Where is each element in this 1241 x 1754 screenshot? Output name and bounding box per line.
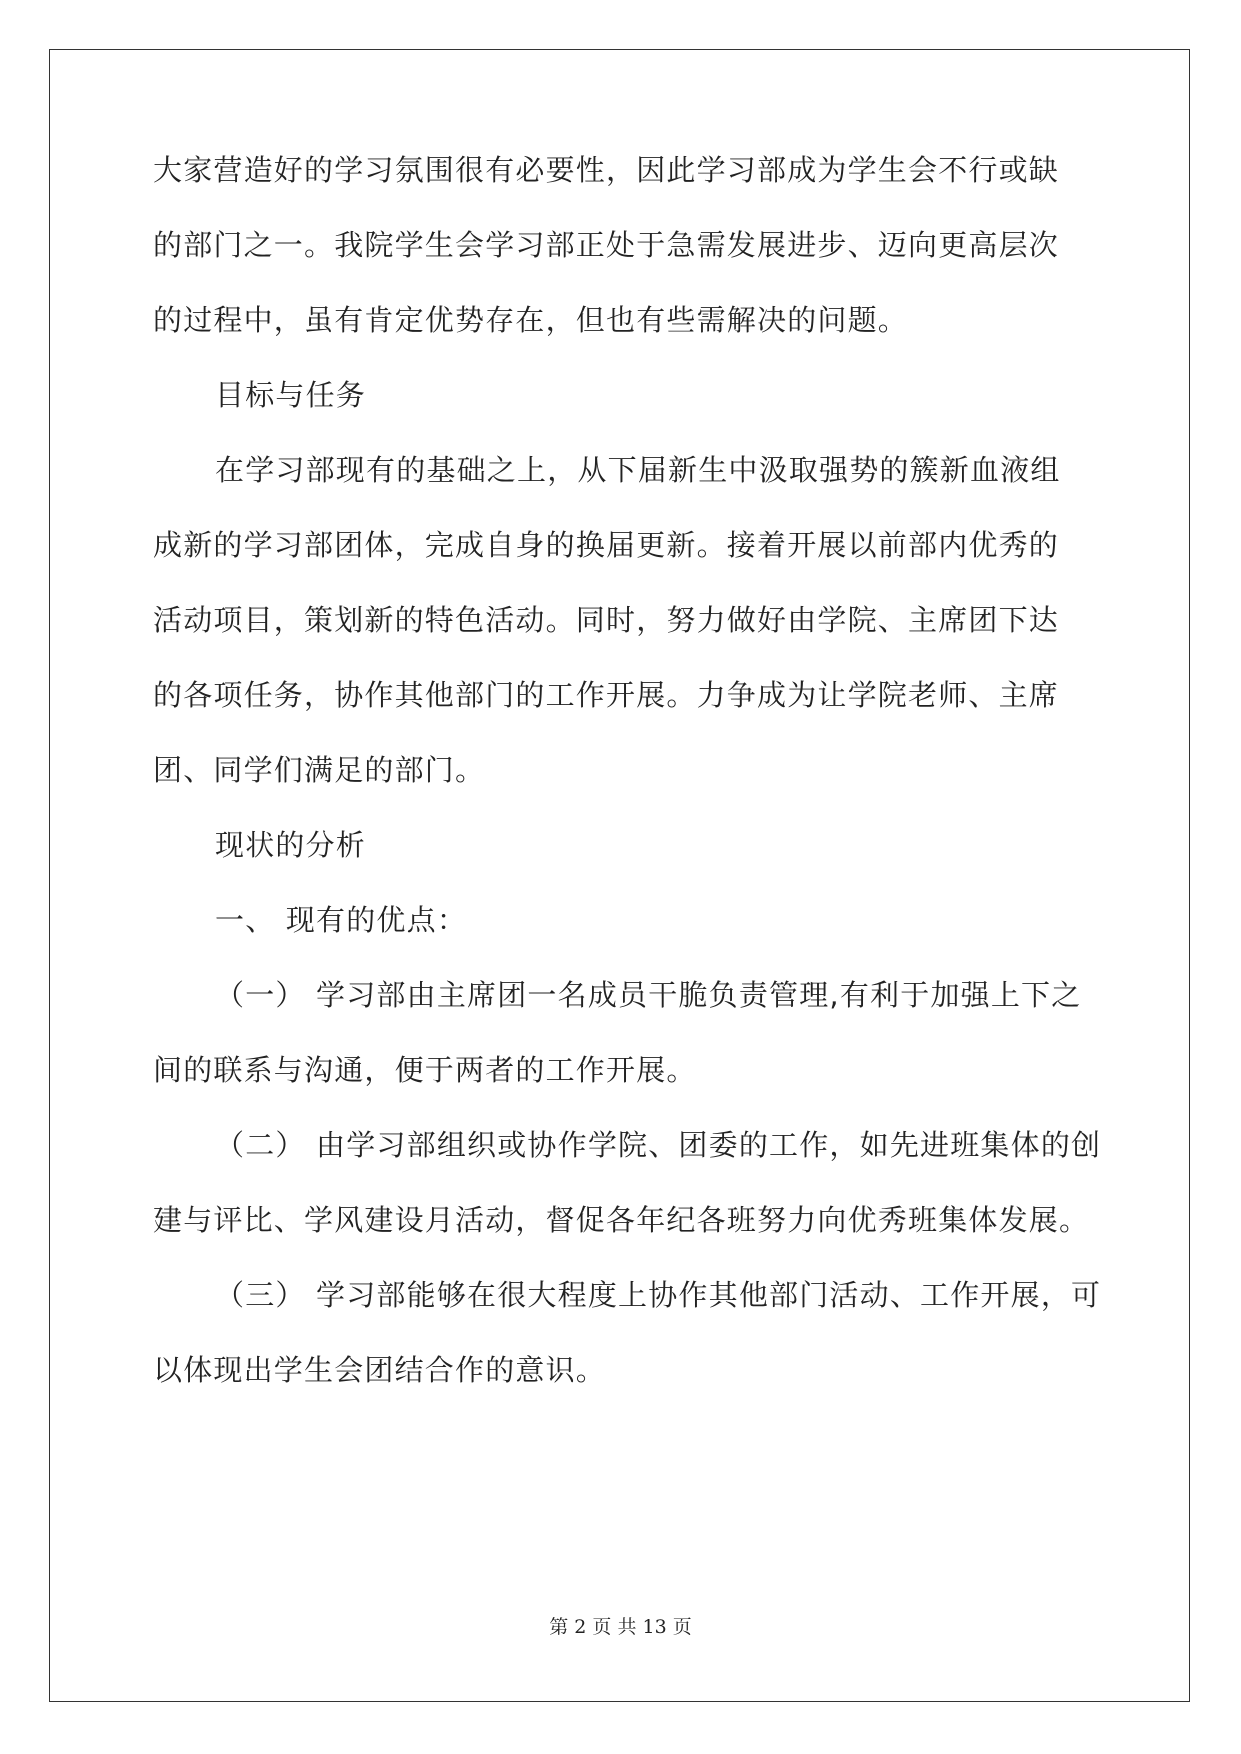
paragraph-line: 的部门之一。我院学生会学习部正处于急需发展进步、迈向更高层次 bbox=[153, 228, 1060, 262]
list-item-line: 间的联系与沟通，便于两者的工作开展。 bbox=[153, 1053, 697, 1087]
page-border bbox=[49, 49, 1190, 1702]
list-item-line: （一） 学习部由主席团一名成员干脆负责管理,有利于加强上下之 bbox=[215, 978, 1082, 1012]
paragraph-line: 大家营造好的学习氛围很有必要性，因此学习部成为学生会不行或缺 bbox=[153, 153, 1060, 187]
paragraph-line: 活动项目，策划新的特色活动。同时，努力做好由学院、主席团下达 bbox=[153, 603, 1060, 637]
list-item-line: 以体现出学生会团结合作的意识。 bbox=[153, 1353, 607, 1387]
paragraph-line: 的各项任务，协作其他部门的工作开展。力争成为让学院老师、主席 bbox=[153, 678, 1060, 712]
paragraph-line: 成新的学习部团体，完成自身的换届更新。接着开展以前部内优秀的 bbox=[153, 528, 1060, 562]
section-heading: 目标与任务 bbox=[215, 378, 367, 412]
paragraph-line: 在学习部现有的基础之上，从下届新生中汲取强势的簇新血液组 bbox=[215, 453, 1061, 487]
paragraph-line: 的过程中，虽有肯定优势存在，但也有些需解决的问题。 bbox=[153, 303, 909, 337]
page-number: 第 2 页 共 13 页 bbox=[549, 1616, 692, 1638]
paragraph-line: 团、同学们满足的部门。 bbox=[153, 753, 486, 787]
list-item-line: （二） 由学习部组织或协作学院、团委的工作，如先进班集体的创 bbox=[215, 1128, 1102, 1162]
list-item-line: 建与评比、学风建设月活动，督促各年纪各班努力向优秀班集体发展。 bbox=[153, 1203, 1090, 1237]
list-item-line: （三） 学习部能够在很大程度上协作其他部门活动、工作开展，可 bbox=[215, 1278, 1102, 1312]
section-heading: 现状的分析 bbox=[215, 828, 367, 862]
list-heading: 一、 现有的优点： bbox=[215, 903, 468, 937]
